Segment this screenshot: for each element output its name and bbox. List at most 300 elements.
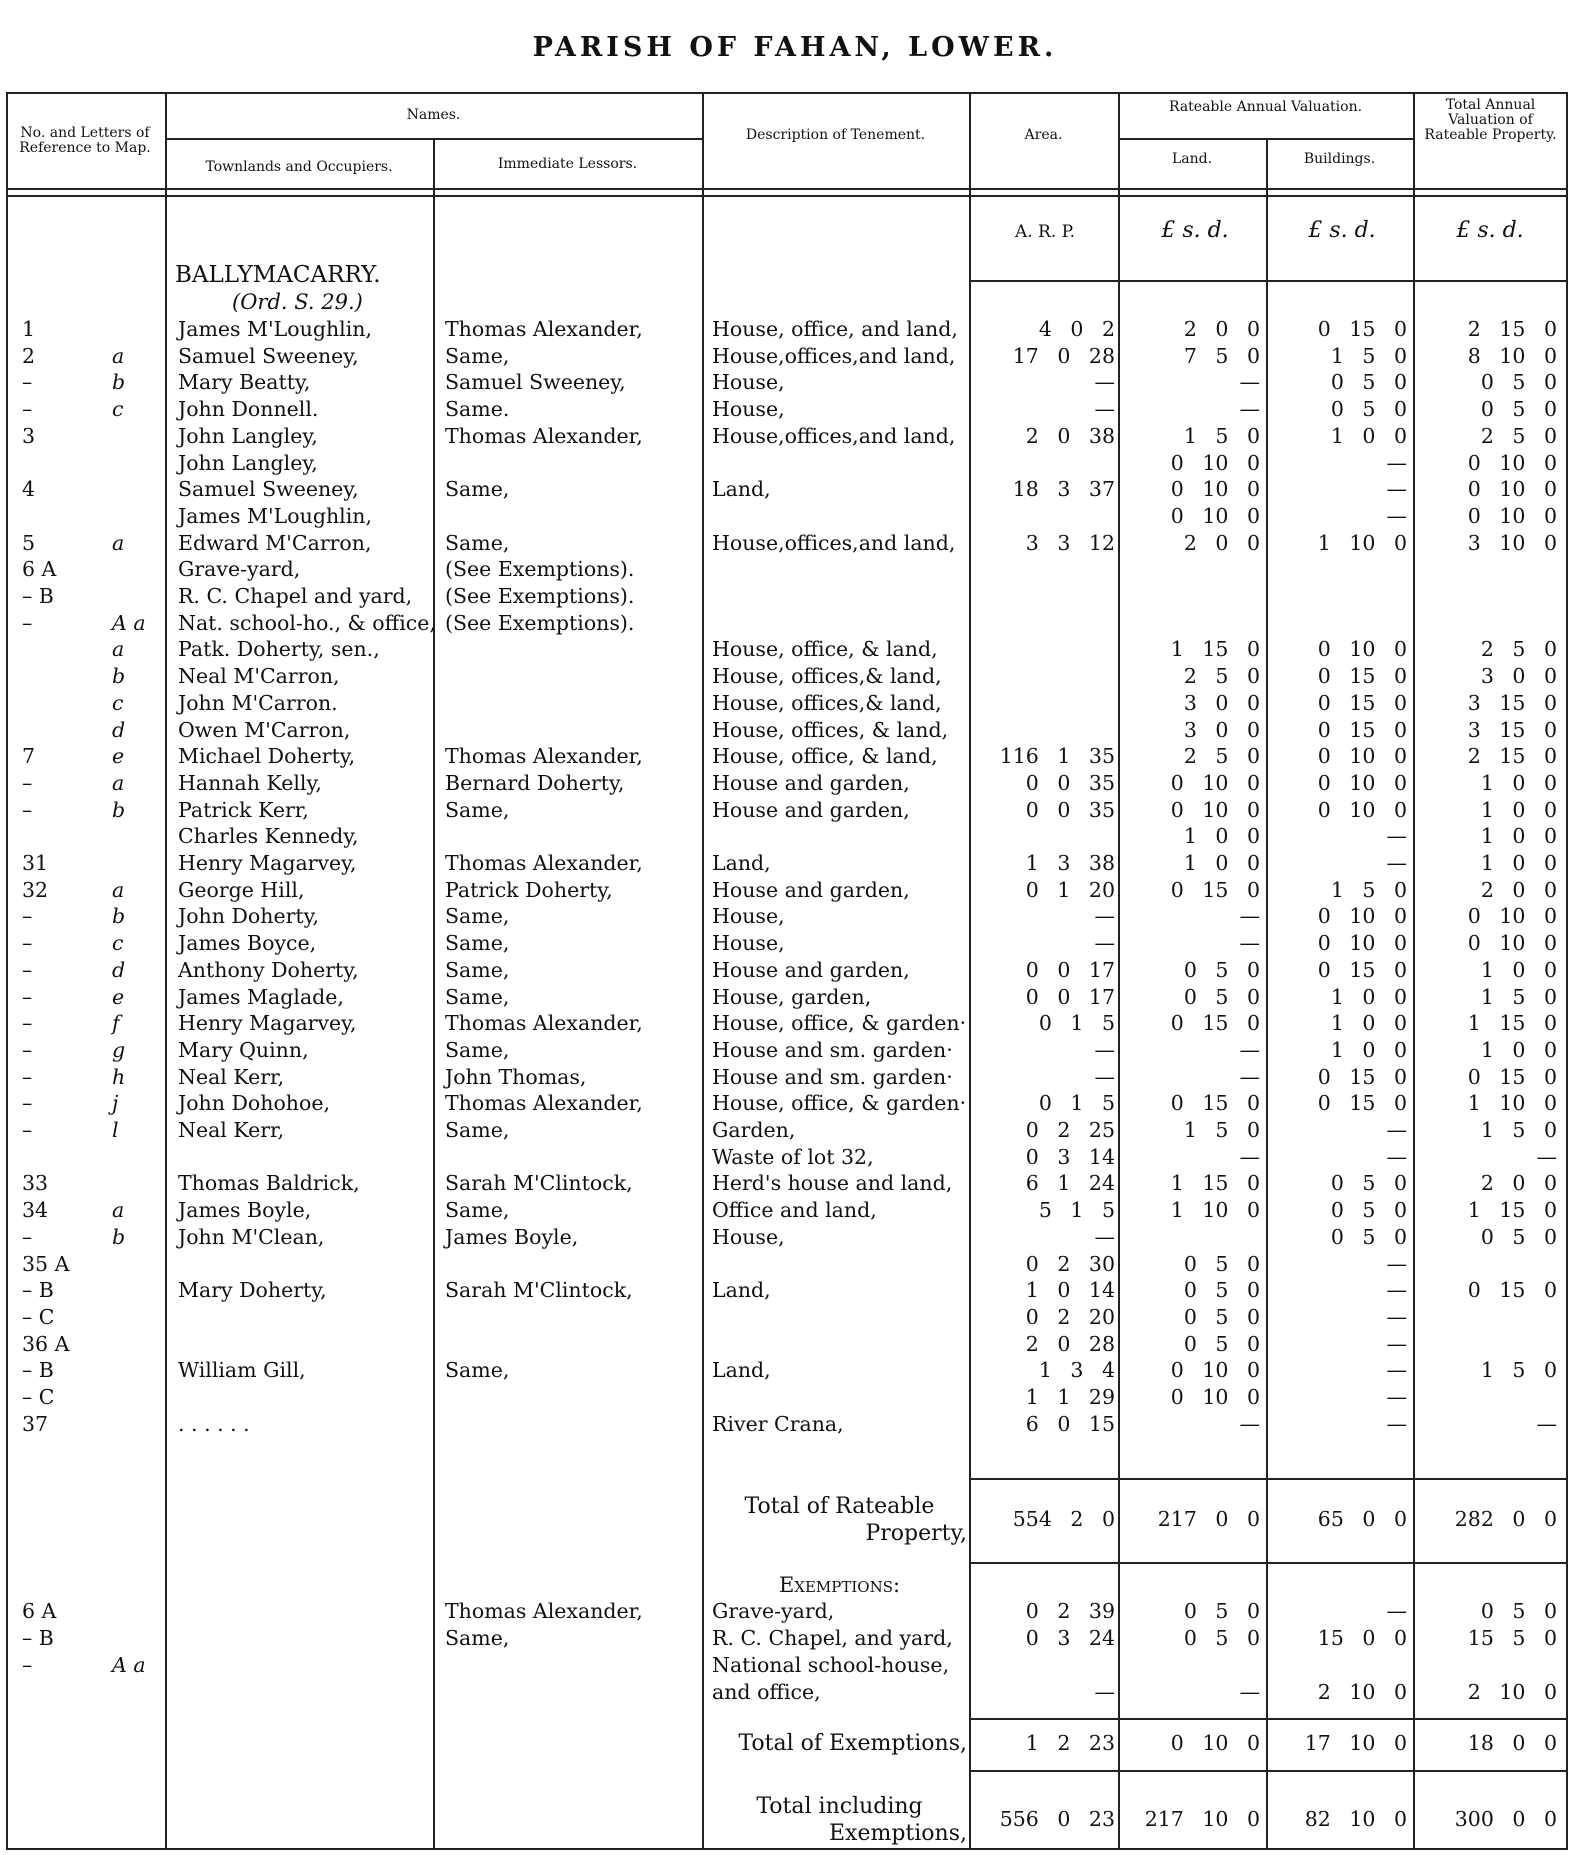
cell-area: 18 3 37	[1012, 477, 1115, 501]
cell-tot: 1 5 0	[1480, 1358, 1557, 1382]
cell-land: 0 5 0	[1183, 1305, 1260, 1329]
total_exemptions-tot: 18 0 0	[1467, 1731, 1557, 1755]
cell-les: Same.	[445, 397, 510, 421]
cell-land: 0 5 0	[1183, 1599, 1260, 1623]
total_rateable-label: Total of Rateable	[744, 1494, 935, 1519]
total_rateable-area: 554 2 0	[1012, 1507, 1115, 1531]
cell-area: 0 2 30	[1025, 1252, 1115, 1276]
cell-tot: 1 0 0	[1480, 958, 1557, 982]
cell-occ: Michael Doherty,	[178, 744, 356, 768]
total_rateable-tot: 282 0 0	[1454, 1507, 1557, 1531]
cell-bld: —	[1386, 851, 1407, 875]
cell-tot: 8 10 0	[1467, 344, 1557, 368]
cell-area: 0 0 17	[1025, 958, 1115, 982]
cell-occ: Mary Quinn,	[178, 1038, 309, 1062]
cell-occ: Patk. Doherty, sen.,	[178, 637, 380, 661]
unit-buildings: £ s. d.	[1308, 218, 1376, 243]
cell-les: Same,	[445, 1358, 510, 1382]
cell-bld: —	[1386, 1145, 1407, 1169]
table-row	[0, 1090, 1590, 1117]
table-row	[0, 1411, 1590, 1438]
cell-tot: 1 15 0	[1467, 1198, 1557, 1222]
cell-land: —	[1239, 1065, 1260, 1089]
cell-desc: House, office, & land,	[712, 637, 938, 661]
cell-desc: River Crana,	[712, 1412, 844, 1436]
cell-let: b	[112, 370, 126, 394]
cell-occ: Patrick Kerr,	[178, 798, 309, 822]
cell-no: – C	[22, 1305, 55, 1329]
cell-occ: Hannah Kelly,	[178, 771, 322, 795]
cell-let: c	[112, 691, 124, 715]
cell-les: Patrick Doherty,	[445, 878, 613, 902]
table-row	[0, 316, 1590, 343]
table-row	[0, 450, 1590, 477]
cell-desc: House, office, & land,	[712, 744, 938, 768]
cell-tot: 1 0 0	[1480, 798, 1557, 822]
cell-area: 1 3 38	[1025, 851, 1115, 875]
cell-occ: James Boyce,	[178, 931, 317, 955]
cell-area: —	[1094, 1225, 1115, 1249]
cell-land: 1 15 0	[1170, 637, 1260, 661]
cell-bld: 0 15 0	[1317, 1065, 1407, 1089]
total_exemptions-area: 1 2 23	[1025, 1731, 1115, 1755]
cell-tot: 0 10 0	[1467, 504, 1557, 528]
cell-bld: —	[1386, 824, 1407, 848]
cell-let: c	[112, 397, 124, 421]
cell-area: 1 0 14	[1025, 1278, 1115, 1302]
cell-occ: Grave-yard,	[178, 557, 301, 581]
cell-bld: 0 10 0	[1317, 744, 1407, 768]
cell-area: —	[1094, 904, 1115, 928]
cell-desc: House and garden,	[712, 771, 910, 795]
cell-tot: 0 10 0	[1467, 931, 1557, 955]
cell-let: a	[112, 531, 125, 555]
table-row	[0, 1064, 1590, 1091]
cell-occ: Henry Magarvey,	[178, 1011, 357, 1035]
table-row	[0, 770, 1590, 797]
cell-no: 35 A	[22, 1252, 70, 1276]
cell-les: Same,	[445, 958, 510, 982]
cell-bld: 2 10 0	[1317, 1680, 1407, 1704]
header-total: Total Annual Valuation of Rateable Property.	[1424, 97, 1557, 143]
cell-land: 0 15 0	[1170, 878, 1260, 902]
table-row	[0, 476, 1590, 503]
cell-desc: House,	[712, 370, 785, 394]
divider	[6, 195, 1568, 197]
cell-les: (See Exemptions).	[445, 584, 635, 608]
cell-land: 0 5 0	[1183, 1626, 1260, 1650]
cell-tot: 1 5 0	[1480, 1118, 1557, 1142]
cell-desc: and office,	[712, 1680, 821, 1704]
cell-area: 0 3 14	[1025, 1145, 1115, 1169]
cell-no: 2	[22, 344, 36, 368]
cell-bld: —	[1386, 1412, 1407, 1436]
cell-no: –	[22, 904, 33, 928]
exemption-row	[0, 1598, 1590, 1625]
header-names: Names.	[406, 107, 461, 123]
total_exemptions-bld: 17 10 0	[1304, 1731, 1407, 1755]
cell-occ: James Boyle,	[178, 1198, 312, 1222]
table-row	[0, 1331, 1590, 1358]
cell-occ: John Donnell.	[178, 397, 319, 421]
cell-occ: Neal Kerr,	[178, 1065, 285, 1089]
cell-let: l	[112, 1118, 119, 1142]
cell-les: Same,	[445, 1198, 510, 1222]
cell-land: 0 5 0	[1183, 958, 1260, 982]
table-row	[0, 1037, 1590, 1064]
cell-les: Sarah M'Clintock,	[445, 1171, 633, 1195]
cell-desc: Waste of lot 32,	[712, 1145, 874, 1169]
cell-desc: Grave-yard,	[712, 1599, 835, 1623]
cell-desc: Office and land,	[712, 1198, 877, 1222]
cell-occ: Neal M'Carron,	[178, 664, 340, 688]
divider	[969, 280, 1568, 282]
unit-area: A. R. P.	[1014, 222, 1076, 242]
cell-no: 1	[22, 317, 36, 341]
cell-land: 0 10 0	[1170, 1358, 1260, 1382]
cell-desc: Land,	[712, 1358, 771, 1382]
cell-tot: 3 15 0	[1467, 691, 1557, 715]
cell-les: Sarah M'Clintock,	[445, 1278, 633, 1302]
cell-let: a	[112, 771, 125, 795]
cell-tot: 2 0 0	[1480, 1171, 1557, 1195]
cell-no: – B	[22, 1626, 54, 1650]
cell-no: –	[22, 370, 33, 394]
cell-desc: House, offices,& land,	[712, 691, 942, 715]
cell-land: —	[1239, 931, 1260, 955]
table-row	[0, 1010, 1590, 1037]
cell-bld: 1 0 0	[1330, 985, 1407, 1009]
cell-les: Same,	[445, 985, 510, 1009]
cell-land: 2 0 0	[1183, 531, 1260, 555]
total_including-tot: 300 0 0	[1454, 1807, 1557, 1831]
table-row	[0, 1117, 1590, 1144]
cell-area: —	[1094, 1038, 1115, 1062]
cell-tot: 1 10 0	[1467, 1091, 1557, 1115]
cell-no: –	[22, 1038, 33, 1062]
cell-land: 1 15 0	[1170, 1171, 1260, 1195]
cell-no: –	[22, 1225, 33, 1249]
unit-total: £ s. d.	[1456, 218, 1524, 243]
cell-no: 33	[22, 1171, 49, 1195]
exemption-row	[0, 1625, 1590, 1652]
table-row	[0, 636, 1590, 663]
cell-occ: Neal Kerr,	[178, 1118, 285, 1142]
cell-let: h	[112, 1065, 126, 1089]
total_rateable-bld: 65 0 0	[1317, 1507, 1407, 1531]
cell-bld: 0 5 0	[1330, 1225, 1407, 1249]
cell-tot: 0 10 0	[1467, 904, 1557, 928]
table-row	[0, 717, 1590, 744]
cell-bld: 0 15 0	[1317, 718, 1407, 742]
divider	[969, 1478, 1568, 1480]
cell-land: 0 10 0	[1170, 798, 1260, 822]
cell-bld: —	[1386, 1252, 1407, 1276]
cell-tot: 3 0 0	[1480, 664, 1557, 688]
cell-occ: James M'Loughlin,	[178, 317, 372, 341]
table-row	[0, 503, 1590, 530]
cell-let: j	[112, 1091, 119, 1115]
cell-tot: 0 5 0	[1480, 370, 1557, 394]
cell-land: 0 15 0	[1170, 1091, 1260, 1115]
cell-tot: 0 15 0	[1467, 1278, 1557, 1302]
cell-tot: —	[1536, 1145, 1557, 1169]
table-row	[0, 556, 1590, 583]
cell-bld: 0 10 0	[1317, 904, 1407, 928]
cell-occ: Samuel Sweeney,	[178, 477, 359, 501]
table-row	[0, 530, 1590, 557]
cell-no: 6 A	[22, 557, 57, 581]
table-row	[0, 369, 1590, 396]
table-row	[0, 850, 1590, 877]
cell-no: 36 A	[22, 1332, 70, 1356]
table-row	[0, 1277, 1590, 1304]
cell-no: – B	[22, 1278, 54, 1302]
cell-occ: John Langley,	[178, 424, 318, 448]
cell-no: 7	[22, 744, 36, 768]
cell-area: 6 1 24	[1025, 1171, 1115, 1195]
cell-bld: 1 5 0	[1330, 878, 1407, 902]
cell-no: 37	[22, 1412, 49, 1436]
table-row	[0, 903, 1590, 930]
cell-area: 0 1 20	[1025, 878, 1115, 902]
cell-desc: House and garden,	[712, 878, 910, 902]
cell-desc: House and sm. garden·	[712, 1038, 953, 1062]
cell-no: 32	[22, 878, 49, 902]
table-row	[0, 1357, 1590, 1384]
cell-area: 0 1 5	[1038, 1011, 1115, 1035]
cell-tot: 1 15 0	[1467, 1011, 1557, 1035]
total_including-label: Total including	[756, 1794, 923, 1819]
cell-let: b	[112, 798, 126, 822]
cell-les: John Thomas,	[445, 1065, 587, 1089]
cell-no: 4	[22, 477, 36, 501]
header-description: Description of Tenement.	[745, 127, 926, 143]
cell-land: 1 5 0	[1183, 424, 1260, 448]
cell-les: Thomas Alexander,	[445, 317, 643, 341]
total_exemptions-land: 0 10 0	[1170, 1731, 1260, 1755]
cell-land: —	[1239, 370, 1260, 394]
cell-no: –	[22, 397, 33, 421]
cell-desc: Land,	[712, 1278, 771, 1302]
cell-no: 5	[22, 531, 36, 555]
table-row	[0, 396, 1590, 423]
cell-desc: Herd's house and land,	[712, 1171, 953, 1195]
table-row	[0, 984, 1590, 1011]
total_rateable-label: Property,	[865, 1521, 967, 1546]
cell-tot: 0 5 0	[1480, 397, 1557, 421]
cell-land: 0 10 0	[1170, 477, 1260, 501]
cell-occ: John Langley,	[178, 451, 318, 475]
cell-area: 17 0 28	[1012, 344, 1115, 368]
table-row	[0, 1251, 1590, 1278]
table-row	[0, 930, 1590, 957]
cell-desc: House and garden,	[712, 798, 910, 822]
cell-no: –	[22, 771, 33, 795]
cell-occ: Samuel Sweeney,	[178, 344, 359, 368]
exemptions-heading: Exemptions:	[778, 1573, 901, 1597]
townland-name: BALLYMACARRY.	[175, 262, 381, 288]
cell-land: 1 10 0	[1170, 1198, 1260, 1222]
cell-tot: 2 15 0	[1467, 317, 1557, 341]
cell-desc: House,offices,and land,	[712, 424, 956, 448]
cell-les: Thomas Alexander,	[445, 851, 643, 875]
cell-area: 4 0 2	[1038, 317, 1115, 341]
cell-occ: Thomas Baldrick,	[178, 1171, 360, 1195]
cell-bld: 0 10 0	[1317, 798, 1407, 822]
cell-tot: 0 5 0	[1480, 1225, 1557, 1249]
cell-occ: Nat. school-ho., & office,	[178, 611, 436, 635]
cell-bld: —	[1386, 477, 1407, 501]
cell-bld: 1 0 0	[1330, 1038, 1407, 1062]
cell-land: 1 0 0	[1183, 824, 1260, 848]
table-row	[0, 743, 1590, 770]
cell-tot: 2 5 0	[1480, 424, 1557, 448]
cell-bld: —	[1386, 1118, 1407, 1142]
cell-land: 7 5 0	[1183, 344, 1260, 368]
header-area: Area.	[1024, 127, 1063, 143]
cell-area: —	[1094, 1680, 1115, 1704]
total_including-label: Exemptions,	[828, 1821, 967, 1846]
cell-tot: —	[1536, 1412, 1557, 1436]
cell-let: d	[112, 958, 126, 982]
cell-tot: 2 10 0	[1467, 1680, 1557, 1704]
cell-les: Same,	[445, 1626, 510, 1650]
total_exemptions-label: Total of Exemptions,	[738, 1731, 967, 1756]
cell-les: Thomas Alexander,	[445, 1091, 643, 1115]
cell-land: —	[1239, 1412, 1260, 1436]
cell-bld: —	[1386, 1305, 1407, 1329]
cell-land: 2 0 0	[1183, 317, 1260, 341]
cell-area: 0 3 24	[1025, 1626, 1115, 1650]
header-land: Land.	[1171, 151, 1213, 167]
cell-bld: 0 15 0	[1317, 1091, 1407, 1115]
cell-no: –	[22, 1065, 33, 1089]
table-row	[0, 610, 1590, 637]
cell-les: Thomas Alexander,	[445, 424, 643, 448]
cell-desc: Garden,	[712, 1118, 796, 1142]
page-title: PARISH OF FAHAN, LOWER.	[532, 32, 1058, 63]
cell-bld: 15 0 0	[1317, 1626, 1407, 1650]
cell-area: —	[1094, 931, 1115, 955]
cell-land: 0 10 0	[1170, 771, 1260, 795]
cell-les: Same,	[445, 531, 510, 555]
cell-no: –	[22, 1011, 33, 1035]
exemption-row	[0, 1652, 1590, 1679]
table-row	[0, 797, 1590, 824]
cell-land: 2 5 0	[1183, 664, 1260, 688]
divider	[969, 1718, 1568, 1720]
header-buildings: Buildings.	[1303, 151, 1376, 167]
cell-occ: Charles Kennedy,	[178, 824, 359, 848]
cell-no: – B	[22, 1358, 54, 1382]
cell-bld: 0 10 0	[1317, 637, 1407, 661]
cell-tot: 3 15 0	[1467, 718, 1557, 742]
table-row	[0, 690, 1590, 717]
cell-land: 0 5 0	[1183, 1332, 1260, 1356]
cell-desc: House and sm. garden·	[712, 1065, 953, 1089]
cell-let: a	[112, 878, 125, 902]
cell-les: Bernard Doherty,	[445, 771, 625, 795]
cell-let: b	[112, 904, 126, 928]
table-row	[0, 1304, 1590, 1331]
townland-ord: (Ord. S. 29.)	[232, 290, 363, 314]
cell-no: –	[22, 1653, 33, 1677]
cell-les: Thomas Alexander,	[445, 1011, 643, 1035]
cell-area: —	[1094, 397, 1115, 421]
cell-land: 0 5 0	[1183, 1252, 1260, 1276]
cell-area: 5 1 5	[1038, 1198, 1115, 1222]
cell-les: James Boyle,	[445, 1225, 579, 1249]
cell-no: –	[22, 798, 33, 822]
cell-let: d	[112, 718, 126, 742]
cell-area: 1 3 4	[1038, 1358, 1115, 1382]
cell-no: 34	[22, 1198, 49, 1222]
header-lessors: Immediate Lessors.	[497, 156, 638, 172]
cell-occ: Owen M'Carron,	[178, 718, 351, 742]
cell-let: c	[112, 931, 124, 955]
cell-let: a	[112, 1198, 125, 1222]
table-row	[0, 823, 1590, 850]
cell-land: 0 10 0	[1170, 451, 1260, 475]
total_including-area: 556 0 23	[999, 1807, 1115, 1831]
cell-area: 3 3 12	[1025, 531, 1115, 555]
cell-tot: 1 0 0	[1480, 1038, 1557, 1062]
divider	[6, 188, 1568, 190]
cell-land: —	[1239, 1145, 1260, 1169]
cell-desc: R. C. Chapel, and yard,	[712, 1626, 953, 1650]
cell-area: 0 1 5	[1038, 1091, 1115, 1115]
cell-bld: —	[1386, 1278, 1407, 1302]
cell-tot: 2 0 0	[1480, 878, 1557, 902]
cell-occ: John Doherty,	[178, 904, 320, 928]
cell-bld: 0 5 0	[1330, 397, 1407, 421]
cell-let: e	[112, 744, 125, 768]
cell-les: Same,	[445, 477, 510, 501]
cell-no: –	[22, 985, 33, 1009]
cell-occ: George Hill,	[178, 878, 305, 902]
header-ref: No. and Letters of Reference to Map.	[19, 125, 151, 156]
cell-occ: Mary Doherty,	[178, 1278, 327, 1302]
cell-bld: 1 5 0	[1330, 344, 1407, 368]
table-row	[0, 1144, 1590, 1171]
cell-tot: 2 5 0	[1480, 637, 1557, 661]
cell-bld: 0 5 0	[1330, 1198, 1407, 1222]
cell-desc: House, offices, & land,	[712, 718, 949, 742]
table-row	[0, 1224, 1590, 1251]
cell-area: 6 0 15	[1025, 1412, 1115, 1436]
table-row	[0, 663, 1590, 690]
cell-bld: —	[1386, 1358, 1407, 1382]
cell-occ: William Gill,	[178, 1358, 306, 1382]
cell-les: Same,	[445, 344, 510, 368]
cell-tot: 1 0 0	[1480, 824, 1557, 848]
cell-no: – B	[22, 584, 54, 608]
cell-occ: Anthony Doherty,	[178, 958, 359, 982]
cell-occ: John M'Carron.	[178, 691, 338, 715]
cell-land: 0 5 0	[1183, 1278, 1260, 1302]
cell-let: e	[112, 985, 125, 1009]
cell-les: Thomas Alexander,	[445, 744, 643, 768]
cell-occ: Mary Beatty,	[178, 370, 311, 394]
cell-land: 3 0 0	[1183, 718, 1260, 742]
cell-area: 0 0 17	[1025, 985, 1115, 1009]
cell-bld: 1 0 0	[1330, 1011, 1407, 1035]
cell-desc: House, garden,	[712, 985, 872, 1009]
cell-no: 31	[22, 851, 49, 875]
cell-bld: —	[1386, 504, 1407, 528]
cell-tot: 2 15 0	[1467, 744, 1557, 768]
